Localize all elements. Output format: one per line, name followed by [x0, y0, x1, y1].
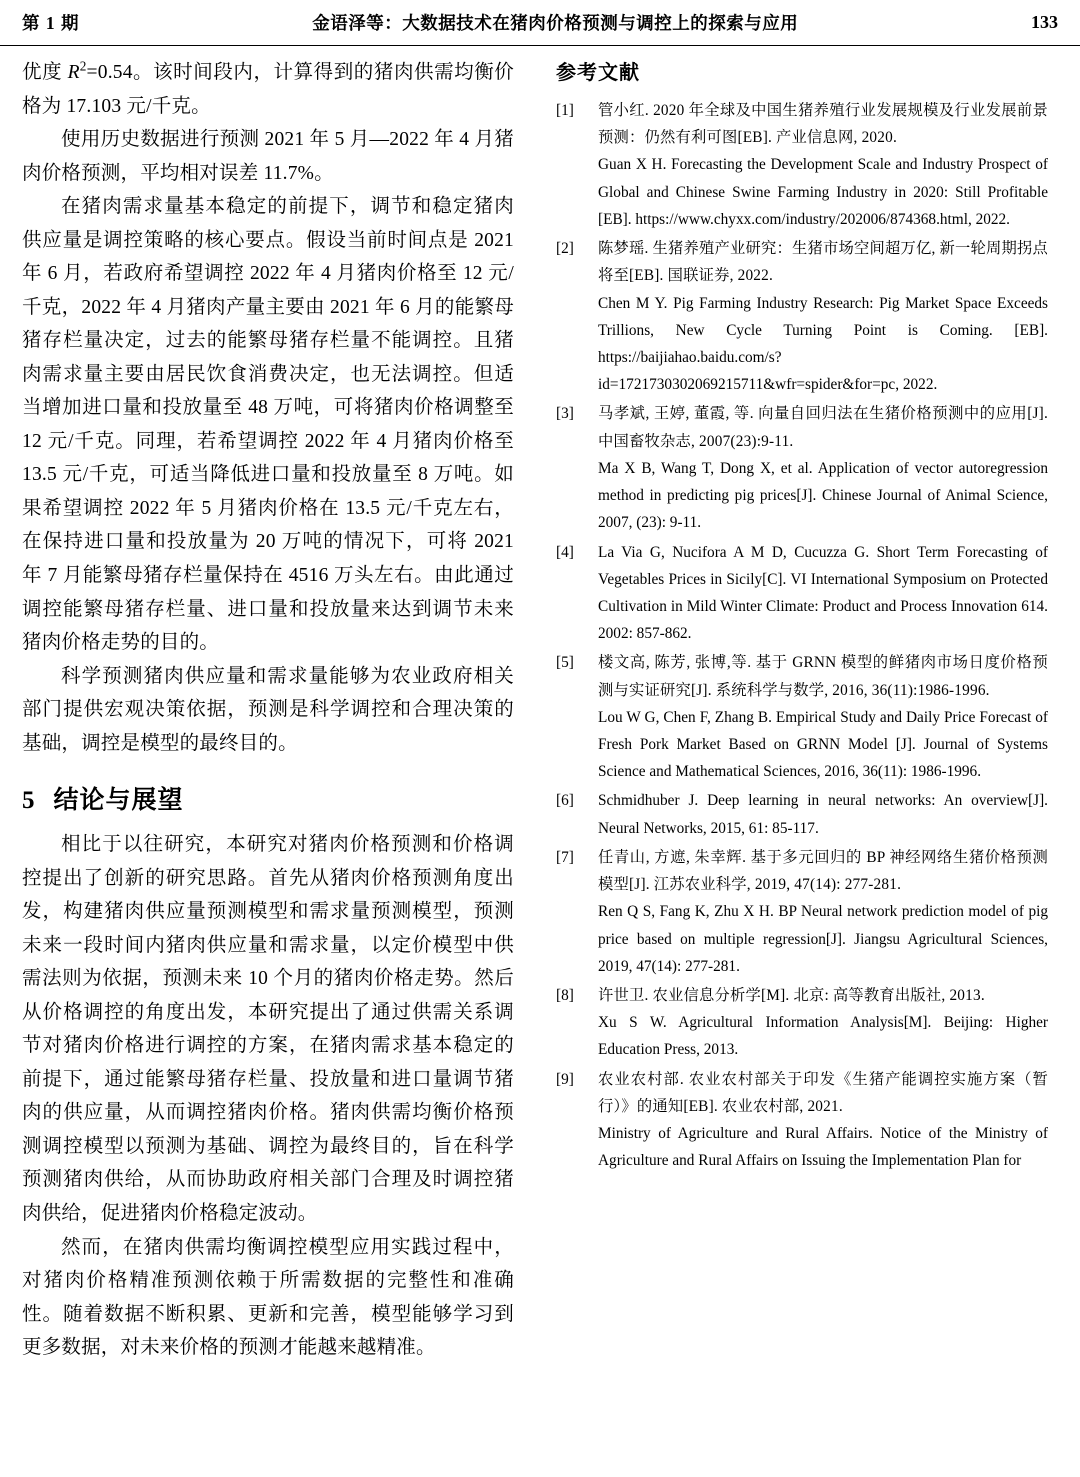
reference-line: Ministry of Agriculture and Rural Affairs. Notice of the Ministry of Agriculture and Rural Affairs on Issuing the Implementation Plan for	[598, 1125, 1048, 1170]
reference-item	[556, 400, 1048, 536]
reference-number: [3]	[556, 405, 574, 423]
reference-number: [5]	[556, 654, 574, 672]
reference-body	[598, 982, 1048, 1064]
reference-number: [6]	[556, 792, 574, 810]
reference-line: Lou W G, Chen F, Zhang B. Empirical Study and Daily Price Forecast of Fresh Pork Market Based on GRNN Model [J]. Journal of Systems Science and Mathematical Sciences, 2016, 36(11): 1986-1996.	[598, 708, 1048, 781]
reference-body	[598, 235, 1048, 398]
reference-number: [7]	[556, 848, 574, 866]
reference-line: 管小红. 2020 年全球及中国生猪养殖行业发展规模及行业发展前景预测：仍然有利可图[EB]. 产业信息网, 2020.	[598, 102, 1048, 147]
reference-body	[598, 787, 1048, 841]
reference-line: Guan X H. Forecasting the Development Scale and Industry Prospect of Global and Chinese Swine Farming Industry in 2020: Still Profitable [EB]. https://www.chyxx.com/industry/202006/874368.html, 2022.	[598, 156, 1048, 228]
reference-body	[598, 400, 1048, 536]
reference-item	[556, 844, 1048, 980]
reference-line: 任青山, 方遮, 朱幸辉. 基于多元回归的 BP 神经网络生猪价格预测模型[J]. 江苏农业科学, 2019, 47(14): 277-281.	[598, 848, 1048, 894]
reference-line: 楼文高, 陈芳, 张博,等. 基于 GRNN 模型的鲜猪肉市场日度价格预测与实证研究[J]. 系统科学与数学, 2016, 36(11):1986-1996.	[598, 654, 1048, 699]
article-running-title: 金语泽等：大数据技术在猪肉价格预测与调控上的探索与应用	[312, 13, 799, 33]
running-head	[0, 0, 1080, 46]
reference-line: Ma X B, Wang T, Dong X, et al. Application of vector autoregression method in predicting pig prices[J]. Chinese Journal of Animal Science, 2007, (23): 9-11.	[598, 459, 1048, 532]
reference-item	[556, 235, 1048, 398]
reference-body	[598, 97, 1048, 233]
reference-item	[556, 982, 1048, 1064]
paragraph: 相比于以往研究，本研究对猪肉价格预测和价格调控提出了创新的研究思路。首先从猪肉价格预测角度出发，构建猪肉供应量预测模型和需求量预测模型，预测未来一段时间内猪肉供应量和需求量，以定价模型中供需法则为依据，预测未来 10 个月的猪肉价格走势。然后从价格调控的角度出发，本研究提出了通过供需关系调节对猪肉价格进行调控的方案，在猪肉需求基本稳定的前提下，通过能繁母猪存栏量、投放量和进口量调节猪肉的供应量，从而调控猪肉价格。猪肉供需均衡价格预测调控模型以预测为基础、调控为最终目的，旨在科学预测猪肉供给，从而协助政府相关部门合理及时调控猪肉供给，促进猪肉价格稳定波动。	[22, 834, 514, 1224]
reference-line: 马孝斌, 王婷, 董霞, 等. 向量自回归法在生猪价格预测中的应用[J]. 中国畜牧杂志, 2007(23):9-11.	[598, 405, 1048, 450]
paragraph: 科学预测猪肉供应量和需求量能够为农业政府相关部门提供宏观决策依据，预测是科学调控和合理决策的基础，调控是模型的最终目的。	[22, 665, 514, 754]
reference-line: 陈梦瑶. 生猪养殖产业研究：生猪市场空间超万亿, 新一轮周期拐点将至[EB]. 国联证券, 2022.	[598, 240, 1049, 285]
section-number: 5	[22, 787, 36, 815]
reference-body	[598, 539, 1048, 648]
reference-item	[556, 1066, 1048, 1175]
reference-number: [8]	[556, 987, 574, 1004]
reference-number: [4]	[556, 543, 574, 561]
page-number: 133	[1031, 12, 1058, 32]
issue-label: 第 1 期	[22, 13, 80, 33]
section-title-text: 结论与展望	[53, 787, 184, 815]
paragraph: 在猪肉需求量基本稳定的前提下，调节和稳定猪肉供应量是调控策略的核心要点。假设当前时间点是 2021 年 6 月，若政府希望调控 2022 年 4 月猪肉价格至 12 元/千克，2022 年 4 月猪肉产量主要由 2021 年 6 月的能繁母猪存栏量决定，过去的能繁母猪存栏量不能调控。且猪肉需求量主要由居民饮食消费决定，也无法调控。但适当增加进口量和投放量至 48 万吨，可将猪肉价格调整至 12 元/千克。同理，若希望调控 2022 年 4 月猪肉价格至 13.5 元/千克，可适当降低进口量和投放量至 8 万吨。如果希望调控 2022 年 5 月猪肉价格在 13.5 元/千克左右，在保持进口量和投放量为 20 万吨的情况下，可将 2021 年 7 月能繁母猪存栏量保持在 4516 万头左右。由此通过调控能繁母猪存栏量、进口量和投放量来达到调节未来猪肉价格走势的目的。	[22, 196, 514, 654]
reference-line: Ren Q S, Fang K, Zhu X H. BP Neural network prediction model of pig price based on multiple regression[J]. Jiangsu Agricultural Sciences, 2019, 47(14): 277-281.	[598, 903, 1048, 975]
reference-line: 许世卫. 农业信息分析学[M]. 北京: 高等教育出版社, 2013.	[598, 987, 985, 1004]
paragraph: 使用历史数据进行预测 2021 年 5 月—2022 年 4 月猪肉价格预测，平均相对误差 11.7%。	[22, 129, 514, 184]
reference-line: Xu S W. Agricultural Information Analysis[M]. Beijing: Higher Education Press, 2013.	[598, 1014, 1048, 1059]
reference-number: [9]	[556, 1070, 574, 1088]
reference-item	[556, 649, 1048, 785]
reference-number: [1]	[556, 102, 574, 119]
left-column	[22, 56, 514, 1471]
reference-body	[598, 844, 1048, 980]
reference-body	[598, 1066, 1048, 1175]
paragraph: 优度 $R^2=0.54$。该时间段内，计算得到的猪肉供需均衡价格为 17.103 元/千克。	[22, 58, 514, 117]
reference-item	[556, 97, 1048, 233]
reference-line: Chen M Y. Pig Farming Industry Research: Pig Market Space Exceeds Trillions, New Cycle Turning Point is Coming. [EB]. https://baijiahao.baidu.com/s?id=1721730302069215711&wfr=spider&for=pc, 2022.	[598, 294, 1048, 394]
reference-item	[556, 787, 1048, 841]
reference-line: La Via G, Nucifora A M D, Cucuzza G. Short Term Forecasting of Vegetables Prices in Sicily[C]. VI International Symposium on Protected Cultivation in Mild Winter Climate: Product and Process Innovation 614. 2002: 857-862.	[598, 543, 1048, 643]
right-column	[556, 56, 1048, 1471]
reference-line: 农业农村部. 农业农村部关于印发《生猪产能调控实施方案（暂行）》的通知[EB]. 农业农村部, 2021.	[598, 1070, 1048, 1115]
page-columns	[0, 56, 1080, 1471]
references-heading: 参考文献	[556, 62, 640, 84]
reference-body	[598, 649, 1048, 785]
paragraph: 然而，在猪肉供需均衡调控模型应用实践过程中，对猪肉价格精准预测依赖于所需数据的完整性和准确性。随着数据不断积累、更新和完善，模型能够学习到更多数据，对未来价格的预测才能越来越精准。	[22, 1236, 514, 1359]
reference-item	[556, 539, 1048, 648]
reference-line: Schmidhuber J. Deep learning in neural networks: An overview[J]. Neural Networks, 2015, 61: 85-117.	[598, 792, 1048, 837]
reference-number: [2]	[556, 240, 574, 258]
section-heading	[22, 780, 514, 816]
